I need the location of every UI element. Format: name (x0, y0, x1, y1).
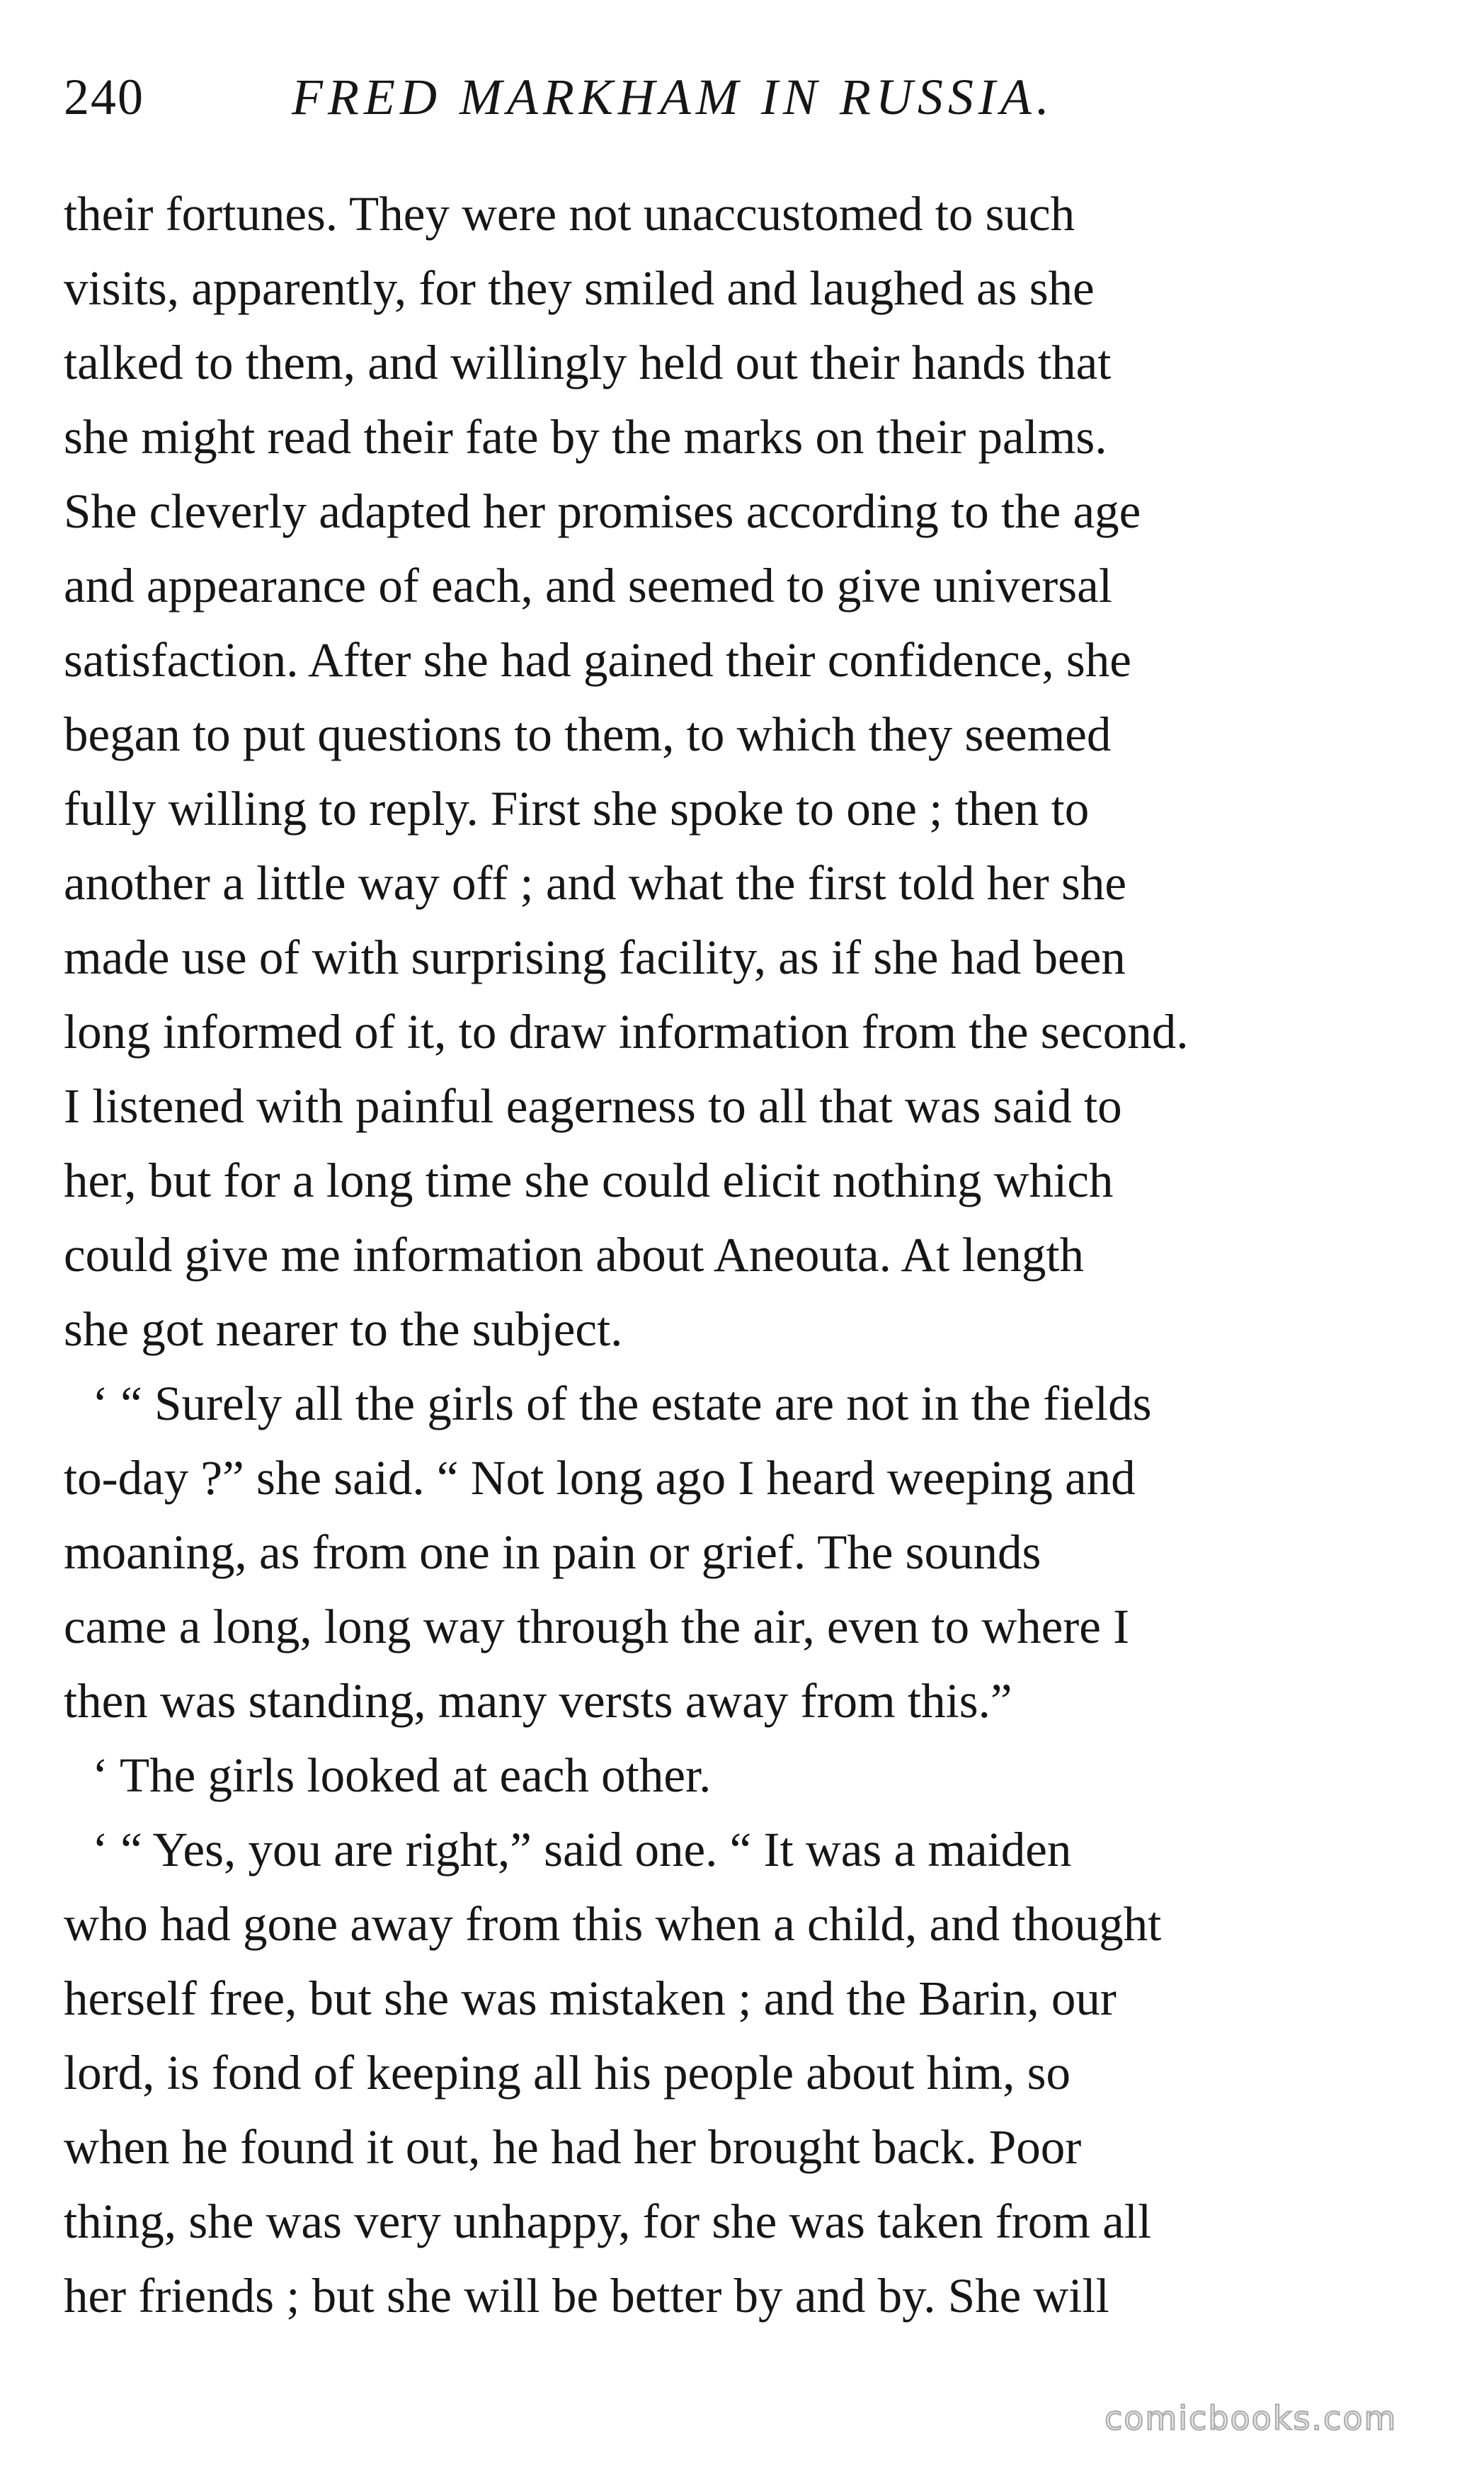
text-line-content: fully willing to reply. First she spoke to one ; then to (64, 782, 1090, 836)
text-line (64, 326, 1395, 400)
text-line-content: their fortunes. They were not unaccustomed to such (64, 187, 1075, 241)
text-line (64, 1069, 1395, 1144)
text-line-content: then was standing, many versts away from this.” (64, 1674, 1012, 1728)
text-line (64, 400, 1395, 474)
text-line-content: to-day ?” she said. “ Not long ago I heard weeping and (64, 1451, 1136, 1505)
text-line (64, 772, 1395, 846)
text-line-content: long informed of it, to draw information from the second. (64, 1005, 1189, 1059)
text-line (64, 1218, 1395, 1292)
text-line (64, 1664, 1395, 1738)
text-line (64, 1961, 1395, 2036)
body-text (64, 177, 1395, 2333)
text-line-content: ‘ “ Yes, you are right,” said one. “ It was a maiden (92, 1823, 1072, 1877)
text-line-content: lord, is fond of keeping all his people about him, so (64, 2046, 1071, 2100)
text-line-content: thing, she was very unhappy, for she was taken from all (64, 2194, 1152, 2248)
text-line (64, 251, 1395, 326)
text-line-content: she got nearer to the subject. (64, 1302, 623, 1356)
text-line-content: when he found it out, he had her brought back. Poor (64, 2120, 1082, 2174)
text-line-content: who had gone away from this when a child, and thought (64, 1897, 1162, 1951)
page-number: 240 (64, 69, 144, 125)
text-line-content: moaning, as from one in pain or grief. The sounds (64, 1525, 1041, 1579)
text-line (64, 474, 1395, 549)
text-line-content: ‘ “ Surely all the girls of the estate are not in the fields (92, 1377, 1152, 1430)
text-line-content: could give me information about Aneouta. At length (64, 1228, 1085, 1282)
text-line (64, 2036, 1395, 2110)
text-line-content: came a long, long way through the air, even to where I (64, 1600, 1130, 1653)
page-header (64, 65, 1409, 129)
text-line (64, 177, 1395, 251)
text-line-content: another a little way off ; and what the first told her she (64, 856, 1126, 910)
text-line (64, 2185, 1395, 2259)
text-line (64, 1515, 1395, 1590)
text-line (64, 1441, 1395, 1515)
text-line-content: her friends ; but she will be better by and by. She will (64, 2269, 1109, 2323)
text-line (64, 2110, 1395, 2185)
text-line (64, 846, 1395, 921)
text-line-content: I listened with painful eagerness to all that was said to (64, 1079, 1122, 1133)
text-line (64, 995, 1395, 1069)
text-line-content: She cleverly adapted her promises according to the age (64, 484, 1141, 538)
text-line-content: herself free, but she was mistaken ; and the Barin, our (64, 1971, 1117, 2025)
text-line-content: visits, apparently, for they smiled and laughed as she (64, 261, 1095, 315)
text-line-content: made use of with surprising facility, as if she had been (64, 930, 1126, 984)
text-line-content: she might read their fate by the marks on their palms. (64, 410, 1107, 464)
text-line-content: ‘ The girls looked at each other. (92, 1748, 712, 1802)
text-line (64, 623, 1395, 697)
text-line (64, 1292, 1395, 1367)
text-line-content: her, but for a long time she could elicit nothing which (64, 1154, 1114, 1207)
text-line (64, 1738, 1395, 1813)
running-title: FRED MARKHAM IN RUSSIA. (292, 69, 1054, 125)
text-line-content: began to put questions to them, to which they seemed (64, 707, 1112, 761)
text-line-content: talked to them, and willingly held out their hands that (64, 336, 1112, 389)
text-line-content: and appearance of each, and seemed to give universal (64, 559, 1112, 613)
text-line (64, 921, 1395, 995)
text-line (64, 1887, 1395, 1961)
text-line (64, 1813, 1395, 1887)
watermark: comicbooks.com (1105, 2399, 1398, 2437)
text-line (64, 697, 1395, 772)
text-line (64, 1367, 1395, 1441)
text-line (64, 1144, 1395, 1218)
text-line (64, 549, 1395, 623)
text-line-content: satisfaction. After she had gained their confidence, she (64, 633, 1131, 687)
text-line (64, 1590, 1395, 1664)
text-line (64, 2259, 1395, 2333)
